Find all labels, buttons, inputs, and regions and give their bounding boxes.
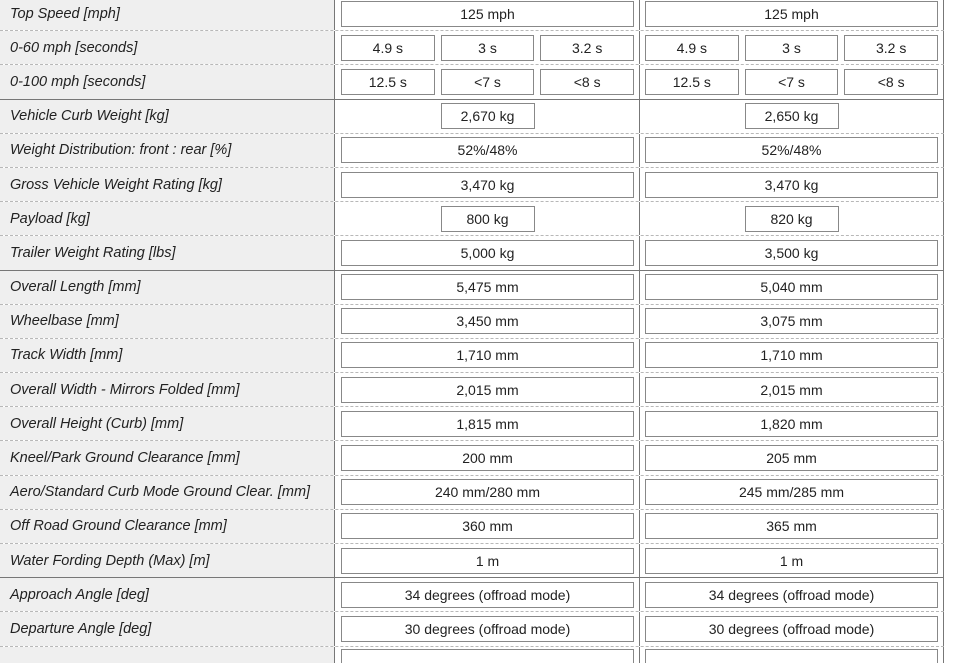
value-column-2 bbox=[640, 612, 944, 645]
value-column-1 bbox=[336, 476, 640, 509]
table-row bbox=[0, 339, 944, 373]
spec-label: Track Width [mm] bbox=[0, 339, 335, 372]
value-column-2 bbox=[640, 168, 944, 201]
value-column-2 bbox=[640, 236, 944, 269]
value-column-2 bbox=[640, 578, 944, 611]
spec-value: 4.9 s bbox=[645, 35, 739, 61]
table-row bbox=[0, 0, 944, 31]
table-row bbox=[0, 236, 944, 270]
spec-value bbox=[341, 649, 634, 663]
value-column-2 bbox=[640, 100, 944, 133]
value-column-1 bbox=[336, 544, 640, 577]
value-column-1 bbox=[336, 0, 640, 30]
value-column-2 bbox=[640, 441, 944, 474]
value-column-2 bbox=[640, 373, 944, 406]
spec-label: Approach Angle [deg] bbox=[0, 578, 335, 611]
value-column-1 bbox=[336, 100, 640, 133]
spec-value: <7 s bbox=[441, 69, 535, 95]
spec-value: 3,500 kg bbox=[645, 240, 938, 266]
value-column-2 bbox=[640, 544, 944, 577]
spec-label: Gross Vehicle Weight Rating [kg] bbox=[0, 168, 335, 201]
spec-label: 0-60 mph [seconds] bbox=[0, 31, 335, 64]
spec-label: Wheelbase [mm] bbox=[0, 305, 335, 338]
table-row bbox=[0, 510, 944, 544]
spec-label: Overall Height (Curb) [mm] bbox=[0, 407, 335, 440]
table-row bbox=[0, 647, 944, 663]
table-row bbox=[0, 65, 944, 99]
spec-value: 1 m bbox=[341, 548, 634, 574]
spec-value: 52%/48% bbox=[341, 137, 634, 163]
value-column-1 bbox=[336, 510, 640, 543]
value-column-1 bbox=[336, 305, 640, 338]
value-column-2 bbox=[640, 510, 944, 543]
spec-value: 245 mm/285 mm bbox=[645, 479, 938, 505]
value-column-1 bbox=[336, 441, 640, 474]
spec-value: 30 degrees (offroad mode) bbox=[341, 616, 634, 642]
spec-value: 2,015 mm bbox=[341, 377, 634, 403]
spec-value: 4.9 s bbox=[341, 35, 435, 61]
spec-value: 34 degrees (offroad mode) bbox=[645, 582, 938, 608]
spec-value: 5,475 mm bbox=[341, 274, 634, 300]
value-column-2 bbox=[640, 305, 944, 338]
table-row bbox=[0, 612, 944, 646]
spec-value: <8 s bbox=[844, 69, 938, 95]
spec-value: 1,815 mm bbox=[341, 411, 634, 437]
spec-value: <7 s bbox=[745, 69, 839, 95]
spec-value: 2,650 kg bbox=[745, 103, 839, 129]
spec-value: <8 s bbox=[540, 69, 634, 95]
value-column-1 bbox=[336, 271, 640, 304]
value-column-1 bbox=[336, 134, 640, 167]
spec-value: 52%/48% bbox=[645, 137, 938, 163]
spec-value: 2,670 kg bbox=[441, 103, 535, 129]
spec-value: 5,040 mm bbox=[645, 274, 938, 300]
table-row bbox=[0, 373, 944, 407]
spec-label: Water Fording Depth (Max) [m] bbox=[0, 544, 335, 577]
table-row bbox=[0, 168, 944, 202]
value-column-2 bbox=[640, 31, 944, 64]
table-row bbox=[0, 441, 944, 475]
table-row bbox=[0, 31, 944, 65]
table-row bbox=[0, 578, 944, 612]
value-column-1 bbox=[336, 31, 640, 64]
spec-value: 3,470 kg bbox=[341, 172, 634, 198]
value-column-2 bbox=[640, 476, 944, 509]
value-column-1 bbox=[336, 168, 640, 201]
table-row bbox=[0, 305, 944, 339]
spec-value: 12.5 s bbox=[645, 69, 739, 95]
spec-value: 3,470 kg bbox=[645, 172, 938, 198]
spec-value: 125 mph bbox=[341, 1, 634, 27]
table-row bbox=[0, 544, 944, 578]
spec-label: 0-100 mph [seconds] bbox=[0, 65, 335, 98]
value-column-2 bbox=[640, 202, 944, 235]
spec-label: Departure Angle [deg] bbox=[0, 612, 335, 645]
spec-value: 365 mm bbox=[645, 513, 938, 539]
spec-label: Kneel/Park Ground Clearance [mm] bbox=[0, 441, 335, 474]
spec-value: 200 mm bbox=[341, 445, 634, 471]
spec-value: 5,000 kg bbox=[341, 240, 634, 266]
value-column-1 bbox=[336, 202, 640, 235]
value-column-2 bbox=[640, 407, 944, 440]
value-column-1 bbox=[336, 407, 640, 440]
spec-label: Weight Distribution: front : rear [%] bbox=[0, 134, 335, 167]
value-column-1 bbox=[336, 373, 640, 406]
spec-label: Trailer Weight Rating [lbs] bbox=[0, 236, 335, 269]
table-row bbox=[0, 271, 944, 305]
value-column-1 bbox=[336, 236, 640, 269]
spec-value: 3.2 s bbox=[844, 35, 938, 61]
value-column-2 bbox=[640, 339, 944, 372]
value-column-1 bbox=[336, 578, 640, 611]
spec-value: 205 mm bbox=[645, 445, 938, 471]
value-column-2 bbox=[640, 65, 944, 98]
spec-label bbox=[0, 647, 335, 663]
spec-label: Top Speed [mph] bbox=[0, 0, 335, 30]
spec-value: 12.5 s bbox=[341, 69, 435, 95]
value-column-1 bbox=[336, 65, 640, 98]
spec-value: 125 mph bbox=[645, 1, 938, 27]
spec-value: 3 s bbox=[745, 35, 839, 61]
table-row bbox=[0, 202, 944, 236]
spec-value: 3,075 mm bbox=[645, 308, 938, 334]
spec-label: Payload [kg] bbox=[0, 202, 335, 235]
spec-label: Overall Length [mm] bbox=[0, 271, 335, 304]
value-column-1 bbox=[336, 339, 640, 372]
spec-value: 1 m bbox=[645, 548, 938, 574]
spec-value: 2,015 mm bbox=[645, 377, 938, 403]
table-row bbox=[0, 100, 944, 134]
spec-label: Overall Width - Mirrors Folded [mm] bbox=[0, 373, 335, 406]
value-column-2 bbox=[640, 0, 944, 30]
spec-value bbox=[645, 649, 938, 663]
spec-value: 820 kg bbox=[745, 206, 839, 232]
spec-label: Off Road Ground Clearance [mm] bbox=[0, 510, 335, 543]
spec-label: Aero/Standard Curb Mode Ground Clear. [mm] bbox=[0, 476, 335, 509]
spec-value: 1,710 mm bbox=[341, 342, 634, 368]
spec-value: 240 mm/280 mm bbox=[341, 479, 634, 505]
spec-label: Vehicle Curb Weight [kg] bbox=[0, 100, 335, 133]
spec-value: 3,450 mm bbox=[341, 308, 634, 334]
spec-value: 1,820 mm bbox=[645, 411, 938, 437]
value-column-2 bbox=[640, 647, 944, 663]
value-column-2 bbox=[640, 134, 944, 167]
spec-value: 34 degrees (offroad mode) bbox=[341, 582, 634, 608]
spec-value: 800 kg bbox=[441, 206, 535, 232]
table-row bbox=[0, 134, 944, 168]
spec-value: 360 mm bbox=[341, 513, 634, 539]
value-column-1 bbox=[336, 612, 640, 645]
spec-value: 1,710 mm bbox=[645, 342, 938, 368]
table-row bbox=[0, 476, 944, 510]
spec-value: 30 degrees (offroad mode) bbox=[645, 616, 938, 642]
spec-value: 3.2 s bbox=[540, 35, 634, 61]
table-row bbox=[0, 407, 944, 441]
value-column-1 bbox=[336, 647, 640, 663]
spec-value: 3 s bbox=[441, 35, 535, 61]
value-column-2 bbox=[640, 271, 944, 304]
